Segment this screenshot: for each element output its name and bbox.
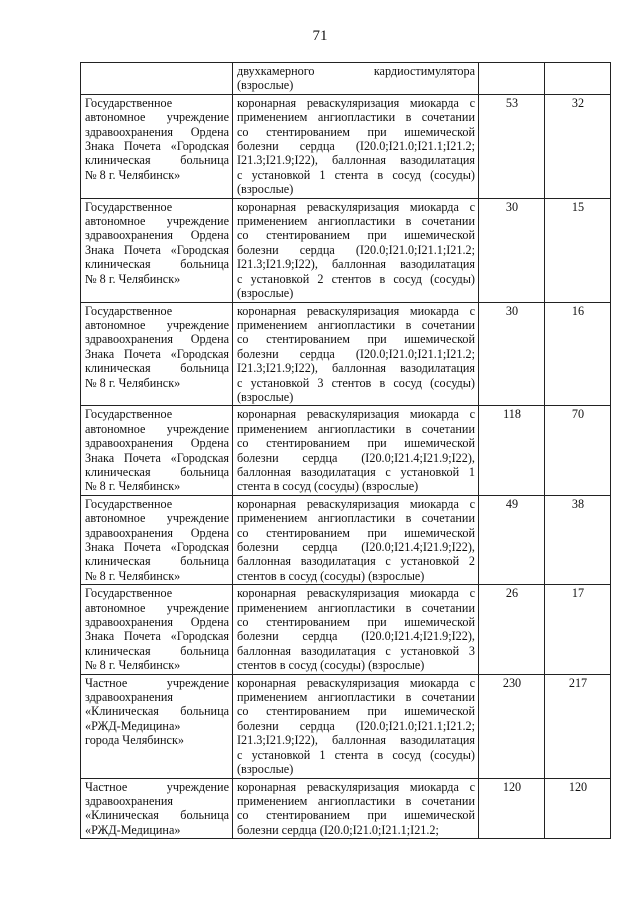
procedure-cell <box>233 778 479 839</box>
organization-cell-line: № 8 г. Челябинск» <box>85 658 181 673</box>
organization-cell-line: «Клиническая больница <box>85 704 229 719</box>
procedure-cell-line: I21.3;I21.9;I22), баллонная вазодилатация <box>237 153 475 168</box>
organization-cell-line: Государственное <box>85 303 173 318</box>
table-row <box>81 495 611 584</box>
procedure-cell-line: (взрослые) <box>237 389 294 404</box>
organization-cell-line: № 8 г. Челябинск» <box>85 271 181 286</box>
procedure-cell-line: применением ангиопластики в сочетании <box>237 600 475 615</box>
volume-cell-2: 17 <box>545 585 611 674</box>
procedure-cell-line: болезни сердца (I20.0;I21.4;I21.9;I22), <box>237 629 475 644</box>
procedure-cell-line: болезни сердца (I20.0;I21.0;I21.1;I21.2; <box>237 242 475 257</box>
facilities-table <box>80 62 611 839</box>
organization-cell-line: автономное учреждение <box>85 214 229 229</box>
organization-cell-line: Государственное <box>85 586 173 601</box>
organization-cell-line: здравоохранения <box>85 793 174 808</box>
procedure-cell-line: со стентированием при ишемической <box>237 124 475 139</box>
volume-cell: 49 <box>479 495 545 584</box>
volume-cell: 230 <box>479 674 545 778</box>
organization-cell-line: № 8 г. Челябинск» <box>85 479 181 494</box>
organization-cell-line: здравоохранения Ордена <box>85 615 229 630</box>
procedure-cell-line: (взрослые) <box>237 182 294 197</box>
organization-cell-line: клиническая больница <box>85 554 229 569</box>
organization-cell <box>81 585 233 674</box>
procedure-cell-line: применением ангиопластики в сочетании <box>237 110 475 125</box>
organization-cell <box>81 406 233 495</box>
procedure-cell-line: стентов в сосуд (сосуды) (взрослые) <box>237 658 425 673</box>
organization-cell-line: здравоохранения Ордена <box>85 525 229 540</box>
table-row <box>81 585 611 674</box>
procedure-cell-line: применением ангиопластики в сочетании <box>237 511 475 526</box>
procedure-cell-line: коронарная реваскуляризация миокарда с <box>237 779 475 794</box>
procedure-cell-line: коронарная реваскуляризация миокарда с <box>237 675 475 690</box>
procedure-cell-line: применением ангиопластики в сочетании <box>237 690 475 705</box>
organization-cell-line: Знака Почета «Городская <box>85 346 229 361</box>
organization-cell-line: Знака Почета «Городская <box>85 629 229 644</box>
organization-cell-line: здравоохранения Ордена <box>85 332 229 347</box>
volume-cell: 53 <box>479 94 545 198</box>
procedure-cell-line: коронарная реваскуляризация миокарда с <box>237 407 475 422</box>
organization-cell-line: здравоохранения Ордена <box>85 228 229 243</box>
table-row <box>81 674 611 778</box>
procedure-cell-line: применением ангиопластики в сочетании <box>237 317 475 332</box>
volume-cell-2: 217 <box>545 674 611 778</box>
table-body <box>81 63 611 839</box>
procedure-cell-line: с установкой 1 стента в сосуд (сосуды) <box>237 167 475 182</box>
organization-cell-line: города Челябинск» <box>85 733 184 748</box>
organization-cell-line: здравоохранения Ордена <box>85 436 229 451</box>
procedure-cell-line: стента в сосуд (сосуды) (взрослые) <box>237 479 419 494</box>
organization-cell-line: «РЖД-Медицина» <box>85 822 181 837</box>
volume-cell: 120 <box>479 778 545 839</box>
procedure-cell-line: баллонная вазодилатация с установкой 3 <box>237 643 475 658</box>
organization-cell <box>81 495 233 584</box>
procedure-cell-line: двухкамерного кардиостимулятора <box>237 64 475 78</box>
table-row <box>81 63 611 95</box>
procedure-cell-line: болезни сердца (I20.0;I21.0;I21.1;I21.2; <box>237 346 475 361</box>
procedure-cell <box>233 302 479 406</box>
volume-cell-2: 38 <box>545 495 611 584</box>
procedure-cell-line: коронарная реваскуляризация миокарда с <box>237 199 475 214</box>
procedure-cell-line: баллонная вазодилатация с установкой 1 <box>237 464 475 479</box>
procedure-cell-line: применением ангиопластики в сочетании <box>237 793 475 808</box>
procedure-cell-line: болезни сердца (I20.0;I21.0;I21.1;I21.2; <box>237 822 439 837</box>
procedure-cell <box>233 198 479 302</box>
table-row <box>81 198 611 302</box>
procedure-cell-line: коронарная реваскуляризация миокарда с <box>237 586 475 601</box>
organization-cell-line: клиническая больница <box>85 257 229 272</box>
organization-cell-line: Знака Почета «Городская <box>85 450 229 465</box>
volume-cell: 26 <box>479 585 545 674</box>
organization-cell-line: автономное учреждение <box>85 511 229 526</box>
organization-cell-line: Знака Почета «Городская <box>85 139 229 154</box>
procedure-cell-line: применением ангиопластики в сочетании <box>237 421 475 436</box>
procedure-cell-line: со стентированием при ишемической <box>237 228 475 243</box>
procedure-cell-line: болезни сердца (I20.0;I21.0;I21.1;I21.2; <box>237 139 475 154</box>
organization-cell <box>81 198 233 302</box>
procedure-cell-line: применением ангиопластики в сочетании <box>237 214 475 229</box>
procedure-cell-line: коронарная реваскуляризация миокарда с <box>237 496 475 511</box>
volume-cell-2: 15 <box>545 198 611 302</box>
procedure-cell <box>233 406 479 495</box>
procedure-cell-line: (взрослые) <box>237 762 294 777</box>
organization-cell-line: Частное учреждение <box>85 779 229 794</box>
organization-cell-line: Знака Почета «Городская <box>85 242 229 257</box>
procedure-cell <box>233 585 479 674</box>
organization-cell <box>81 302 233 406</box>
procedure-cell-line: со стентированием при ишемической <box>237 615 475 630</box>
organization-cell-line: здравоохранения <box>85 690 174 705</box>
organization-cell-line: клиническая больница <box>85 153 229 168</box>
volume-cell: 118 <box>479 406 545 495</box>
procedure-cell-line: I21.3;I21.9;I22), баллонная вазодилатация <box>237 257 475 272</box>
procedure-cell <box>233 63 479 95</box>
table-row <box>81 778 611 839</box>
organization-cell-line: Знака Почета «Городская <box>85 540 229 554</box>
procedure-cell-line: болезни сердца (I20.0;I21.4;I21.9;I22), <box>237 540 475 554</box>
organization-cell-line: Государственное <box>85 199 173 214</box>
organization-cell-line: № 8 г. Челябинск» <box>85 167 181 182</box>
procedure-cell-line: со стентированием при ишемической <box>237 332 475 347</box>
procedure-cell <box>233 674 479 778</box>
organization-cell-line: автономное учреждение <box>85 110 229 125</box>
volume-cell-2 <box>545 63 611 95</box>
organization-cell-line: автономное учреждение <box>85 600 229 615</box>
procedure-cell-line: болезни сердца (I20.0;I21.4;I21.9;I22), <box>237 450 475 465</box>
organization-cell-line: № 8 г. Челябинск» <box>85 375 181 390</box>
procedure-cell-line: (взрослые) <box>237 286 294 301</box>
table-row <box>81 94 611 198</box>
page-number: 71 <box>312 28 328 44</box>
volume-cell-2: 32 <box>545 94 611 198</box>
procedure-cell-line: баллонная вазодилатация с установкой 2 <box>237 554 475 569</box>
procedure-cell-line: коронарная реваскуляризация миокарда с <box>237 303 475 318</box>
procedure-cell <box>233 495 479 584</box>
volume-cell: 30 <box>479 302 545 406</box>
organization-cell-line: Частное учреждение <box>85 675 229 690</box>
organization-cell <box>81 674 233 778</box>
volume-cell-2: 70 <box>545 406 611 495</box>
procedure-cell-line: со стентированием при ишемической <box>237 525 475 540</box>
organization-cell-line: № 8 г. Челябинск» <box>85 568 181 583</box>
procedure-cell-line: коронарная реваскуляризация миокарда с <box>237 95 475 110</box>
procedure-cell <box>233 94 479 198</box>
organization-cell-line: Государственное <box>85 496 173 511</box>
volume-cell-2: 120 <box>545 778 611 839</box>
organization-cell-line: клиническая больница <box>85 361 229 376</box>
procedure-cell-line: со стентированием при ишемической <box>237 704 475 719</box>
organization-cell-line: «Клиническая больница <box>85 808 229 823</box>
organization-cell-line: Государственное <box>85 407 173 422</box>
organization-cell <box>81 778 233 839</box>
procedure-cell-line: болезни сердца (I20.0;I21.0;I21.1;I21.2; <box>237 718 475 733</box>
organization-cell-line: автономное учреждение <box>85 317 229 332</box>
organization-cell <box>81 94 233 198</box>
procedure-cell-line: I21.3;I21.9;I22), баллонная вазодилатация <box>237 361 475 376</box>
volume-cell <box>479 63 545 95</box>
procedure-cell-line: I21.3;I21.9;I22), баллонная вазодилатация <box>237 733 475 748</box>
table-row <box>81 302 611 406</box>
procedure-cell-line: со стентированием при ишемической <box>237 436 475 451</box>
procedure-cell-line: стентов в сосуд (сосуды) (взрослые) <box>237 568 425 583</box>
volume-cell-2: 16 <box>545 302 611 406</box>
volume-cell: 30 <box>479 198 545 302</box>
organization-cell-line: здравоохранения Ордена <box>85 124 229 139</box>
organization-cell-line: клиническая больница <box>85 464 229 479</box>
procedure-cell-line: со стентированием при ишемической <box>237 808 475 823</box>
organization-cell-line: Государственное <box>85 95 173 110</box>
procedure-cell-line: с установкой 3 стентов в сосуд (сосуды) <box>237 375 475 390</box>
procedure-cell-line: с установкой 1 стента в сосуд (сосуды) <box>237 747 475 762</box>
table-row <box>81 406 611 495</box>
procedure-cell-line: с установкой 2 стентов в сосуд (сосуды) <box>237 271 475 286</box>
organization-cell-line: «РЖД-Медицина» <box>85 718 181 733</box>
organization-cell-line: автономное учреждение <box>85 421 229 436</box>
procedure-cell-line: (взрослые) <box>237 78 294 93</box>
organization-cell-line: клиническая больница <box>85 643 229 658</box>
organization-cell <box>81 63 233 95</box>
